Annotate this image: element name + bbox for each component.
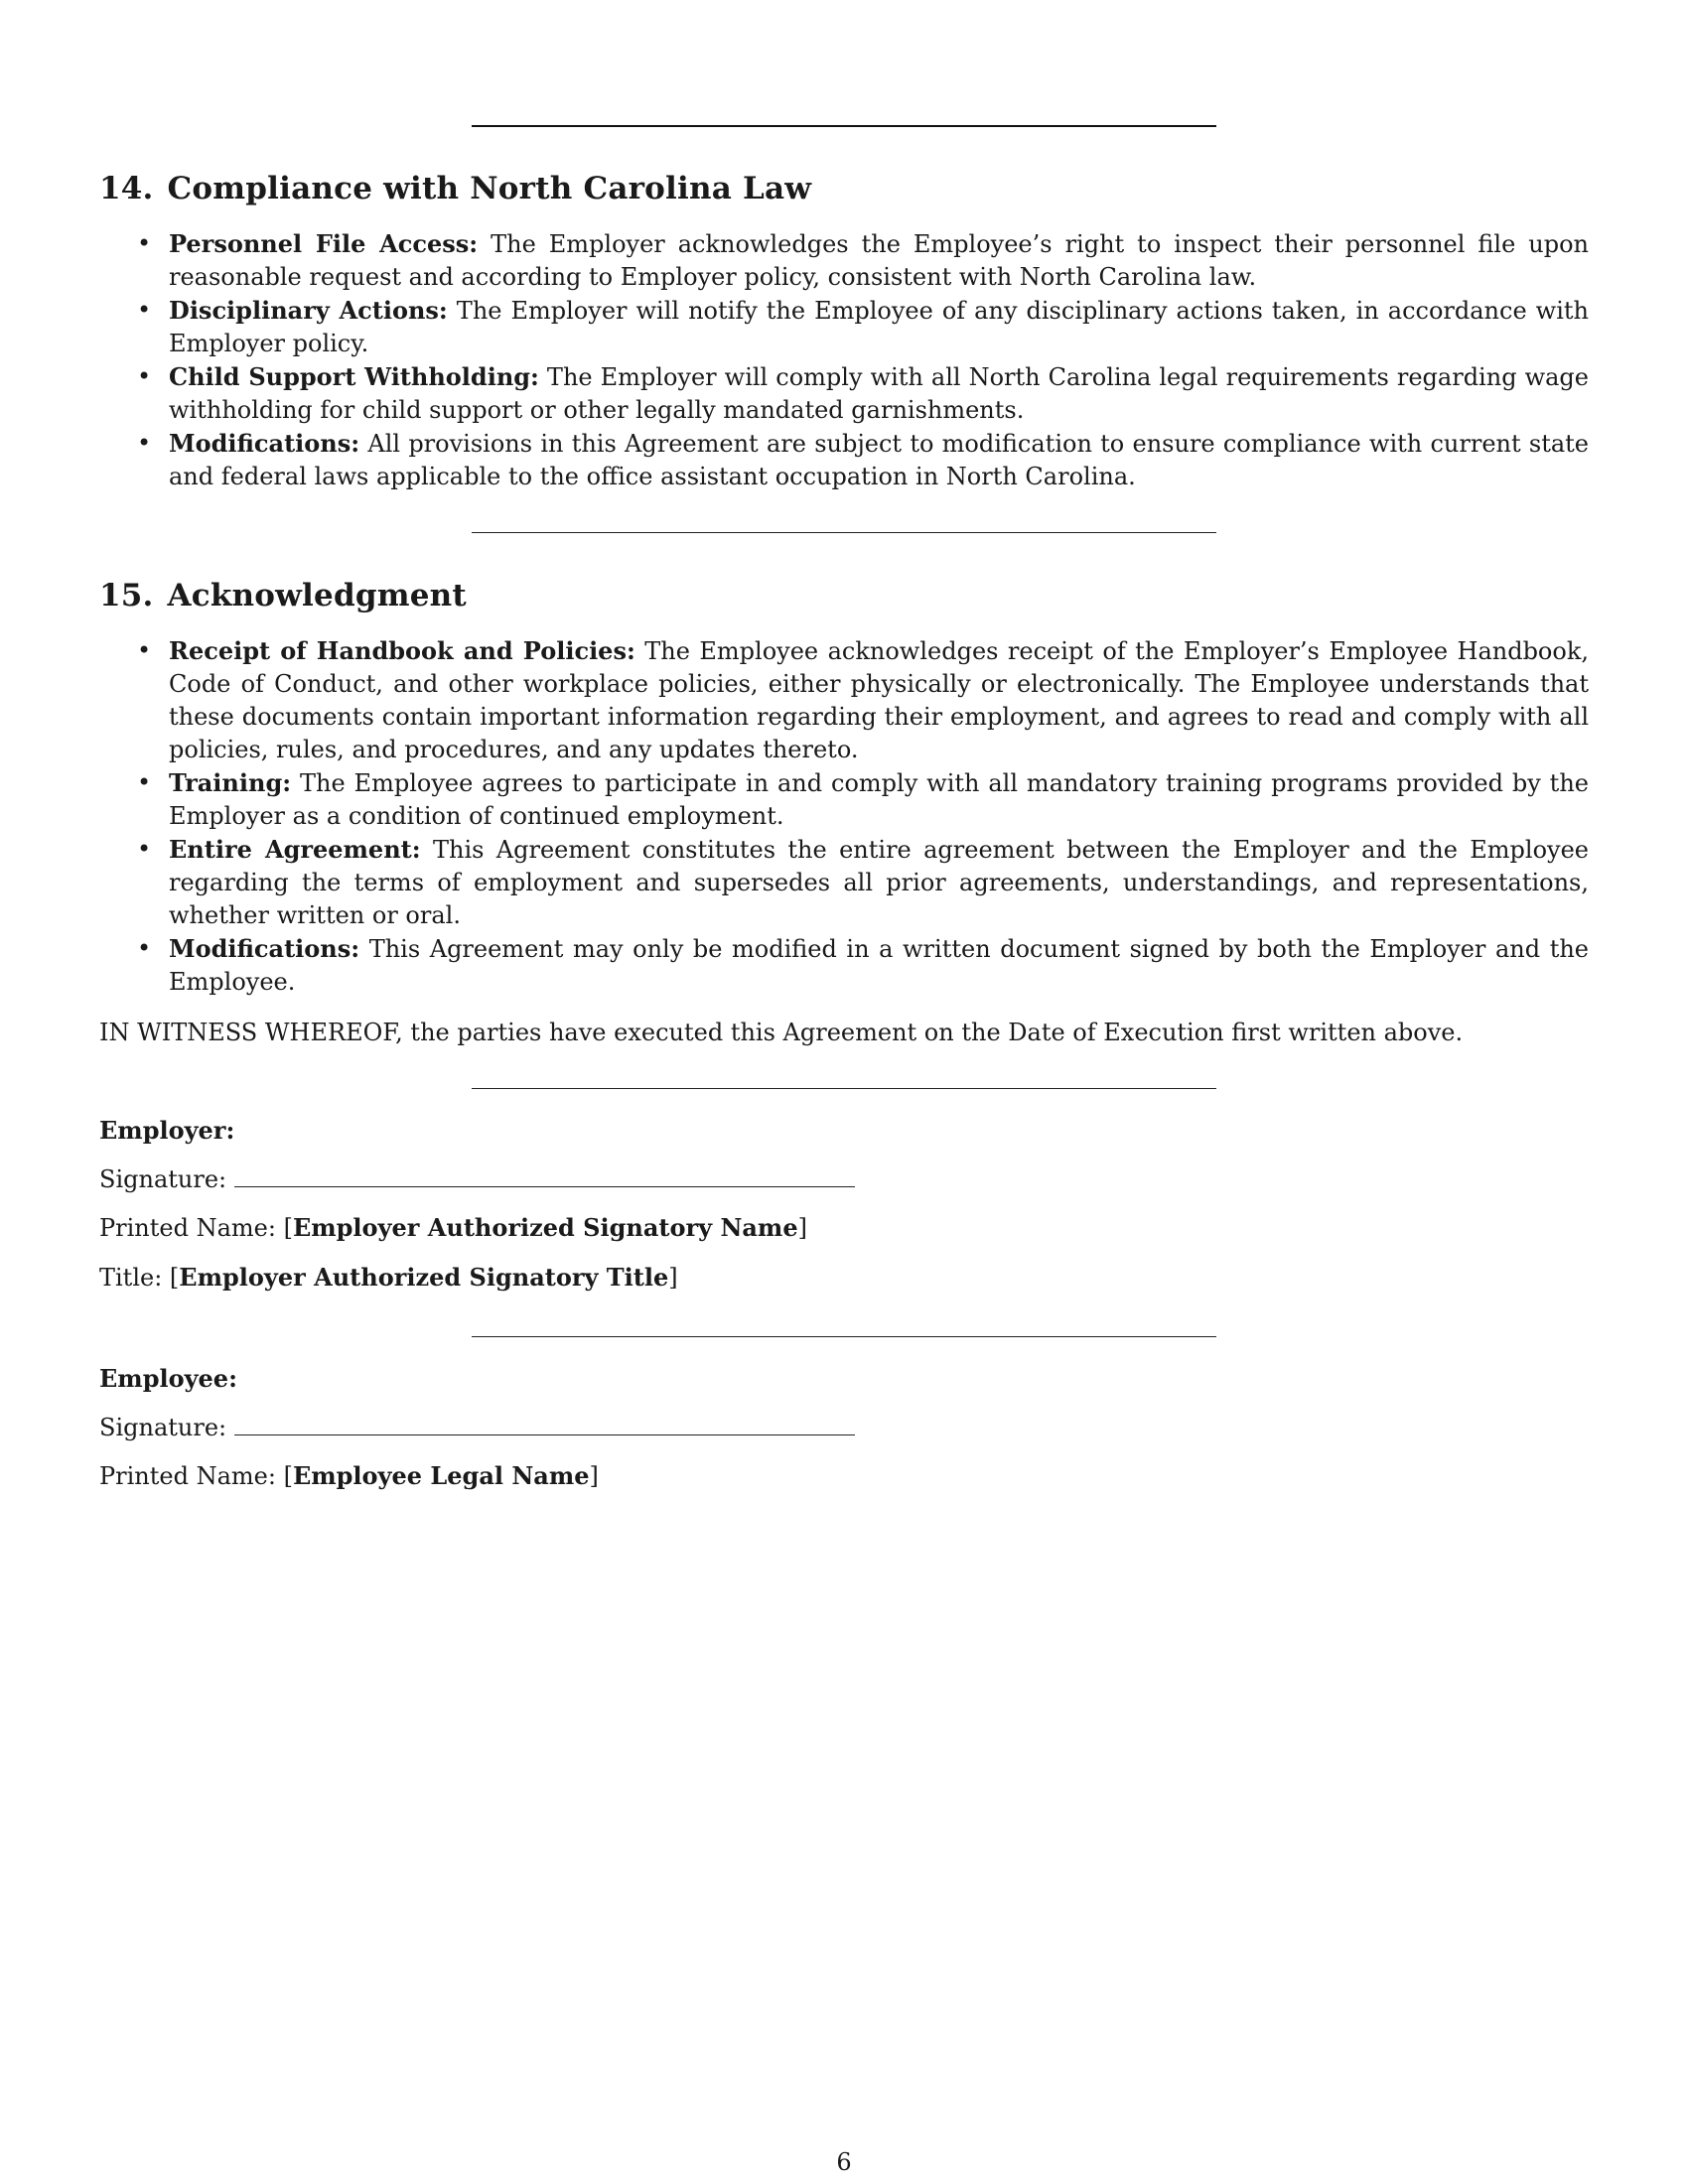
witness-clause: IN WITNESS WHEREOF, the parties have executed this Agreement on the Date of Execution first written above. — [99, 1019, 1464, 1046]
employer-printed-name-value: Employer Authorized Signatory Name — [292, 1213, 798, 1242]
item-label: Child Support Withholding: — [169, 362, 539, 391]
item-label: Receipt of Handbook and Policies: — [169, 636, 635, 665]
list-item — [99, 227, 1589, 294]
list-item — [99, 634, 1589, 766]
employer-title-value: Employer Authorized Signatory Title — [179, 1263, 669, 1292]
employee-signature-line[interactable] — [234, 1413, 855, 1435]
printed-name-label: Printed Name: — [99, 1462, 276, 1490]
list-item — [99, 766, 1589, 833]
section-title: Acknowledgment — [167, 578, 467, 614]
item-text: This Agreement constitutes the entire agreement between the Employer and the Employee regarding the terms of employment and supersedes all prior agreements, understandings, and representations, whether written or oral. — [169, 836, 1590, 929]
item-label: Modifications: — [169, 934, 360, 963]
section-14-heading — [99, 171, 811, 206]
page-number: 6 — [836, 2148, 852, 2176]
item-text: The Employer will notify the Employee of any disciplinary actions taken, in accordance with Employer policy. — [169, 297, 1589, 357]
printed-name-label: Printed Name: — [99, 1214, 276, 1242]
employee-signature-row — [99, 1413, 855, 1441]
employer-signature-line[interactable] — [234, 1164, 855, 1187]
list-item — [99, 360, 1589, 427]
employer-signature-row — [99, 1164, 855, 1193]
employee-printed-name-value: Employee Legal Name — [292, 1461, 590, 1490]
item-text: The Employer acknowledges the Employee’s right to inspect their personnel file upon reasonable request and according to Employer policy, consistent with North Carolina law. — [169, 230, 1589, 291]
item-label: Disciplinary Actions: — [169, 296, 448, 325]
list-item — [99, 833, 1589, 932]
employee-heading: Employee: — [99, 1364, 237, 1393]
signature-divider — [472, 1336, 1216, 1337]
section-15-heading — [99, 578, 467, 614]
item-label: Training: — [169, 768, 292, 797]
item-text: The Employee acknowledges receipt of the Employer’s Employee Handbook, Code of Conduct, and other workplace policies, either physically or electronically. The Employee understands that these documents contain important information regarding their employment, and agrees to read and comply with all policies, rules, and procedures, and any updates thereto. — [169, 637, 1590, 763]
section-number: 15. — [99, 578, 154, 614]
signature-divider — [472, 1088, 1216, 1089]
employee-printed-name-row: Printed Name: [Employee Legal Name] — [99, 1461, 599, 1490]
list-item — [99, 427, 1589, 493]
section-number: 14. — [99, 171, 154, 206]
item-label: Entire Agreement: — [169, 835, 421, 864]
section-15-list — [99, 634, 1589, 999]
signature-label: Signature: — [99, 1414, 227, 1441]
list-item — [99, 294, 1589, 360]
employer-title-row: Title: [Employer Authorized Signatory Title] — [99, 1263, 678, 1292]
list-item — [99, 932, 1589, 999]
employer-printed-name-row: Printed Name: [Employer Authorized Signatory Name] — [99, 1213, 807, 1242]
employer-heading: Employer: — [99, 1116, 235, 1145]
item-label: Modifications: — [169, 429, 360, 458]
section-divider — [472, 532, 1216, 533]
section-divider — [472, 125, 1216, 127]
item-text: This Agreement may only be modified in a written document signed by both the Employer and the Employee. — [169, 935, 1589, 996]
item-text: All provisions in this Agreement are subject to modification to ensure compliance with current state and federal laws applicable to the office assistant occupation in North Carolina. — [169, 430, 1589, 490]
section-title: Compliance with North Carolina Law — [167, 171, 812, 206]
item-text: The Employee agrees to participate in and comply with all mandatory training programs provided by the Employer as a condition of continued employment. — [169, 769, 1589, 830]
title-label: Title: — [99, 1264, 163, 1292]
item-label: Personnel File Access: — [169, 229, 479, 258]
item-text: The Employer will comply with all North Carolina legal requirements regarding wage withholding for child support or other legally mandated garnishments. — [169, 363, 1589, 424]
signature-label: Signature: — [99, 1165, 227, 1193]
section-14-list — [99, 227, 1589, 493]
